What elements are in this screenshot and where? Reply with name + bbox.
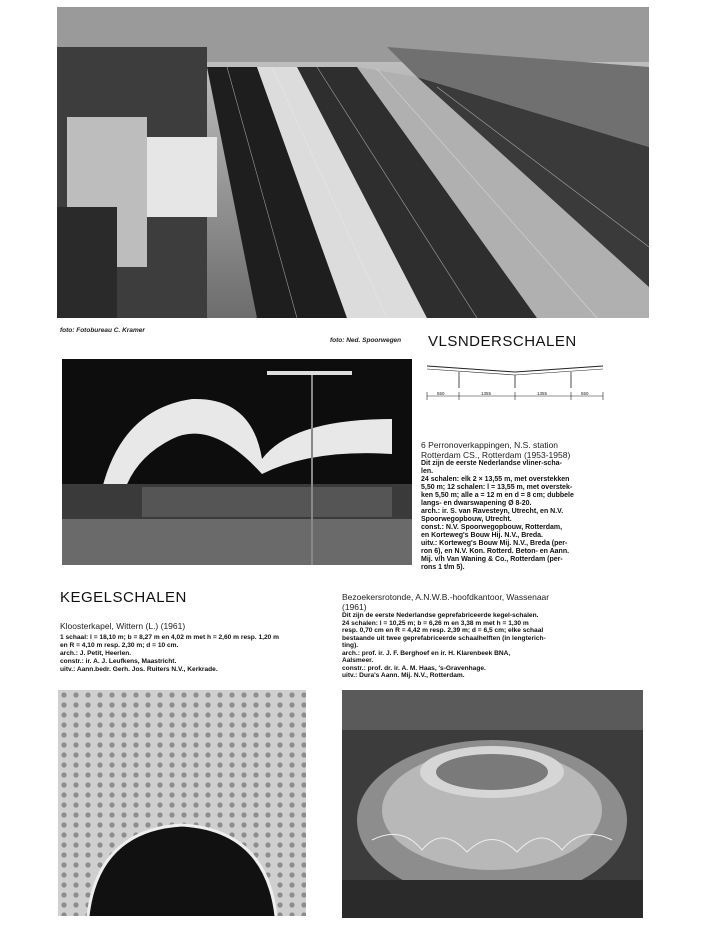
vlinder-section-diagram bbox=[425, 358, 605, 402]
vlinder-line: len. bbox=[421, 468, 434, 475]
kegel-line: en R = 4,10 m resp. 2,30 m; d = 10 cm. bbox=[60, 642, 179, 649]
rotonde-title-line2: (1961) bbox=[342, 602, 367, 612]
vlinder-text-block bbox=[421, 440, 601, 572]
dim-label: 550 bbox=[437, 391, 445, 396]
vlinder-line: Spoorwegopbouw, Utrecht. bbox=[421, 516, 512, 523]
vlinder-line: const.: N.V. Spoorwegopbouw, Rotterdam, bbox=[421, 524, 563, 531]
vlinder-line: uitv.: Korteweg's Bouw Mij. N.V., Breda (per- bbox=[421, 540, 568, 547]
kegel-line: arch.: J. Petit, Heerlen. bbox=[60, 650, 132, 657]
dim-label: 1355 bbox=[481, 391, 492, 396]
vlinder-line: ron 6), en N.V. Kon. Rotterd. Beton- en Aann. bbox=[421, 548, 570, 555]
vlinder-title-line2: Rotterdam CS., Rotterdam (1953-1958) bbox=[421, 450, 571, 460]
dim-label: 1355 bbox=[537, 391, 548, 396]
vlinderschalen-heading: VLSNDERSCHALEN bbox=[428, 333, 577, 350]
rotonde-text-block bbox=[342, 592, 642, 680]
kegel-line: constr.: ir. A. J. Leufkens, Maastricht. bbox=[60, 658, 177, 665]
vlinder-line: 5,50 m; 12 schalen: l = 13,55 m, met overstek- bbox=[421, 484, 573, 491]
vlinder-line: langs- en dwarswapening Ø 8-20. bbox=[421, 500, 532, 507]
station-photo-credit: foto: Ned. Spoorwegen bbox=[330, 337, 402, 344]
rotonde-line: ting). bbox=[342, 642, 359, 649]
rotonde-line: Aalsmeer. bbox=[342, 657, 374, 664]
kegel-title: Kloosterkapel, Wittern (L.) (1961) bbox=[60, 621, 186, 631]
kegelschalen-heading: KEGELSCHALEN bbox=[60, 589, 187, 606]
rotonde-line: Dit zijn de eerste Nederlandse geprefabriceerde kegel-schalen. bbox=[342, 612, 539, 619]
rotonde-title-line1: Bezoekersrotonde, A.N.W.B.-hoofdkantoor, Wassenaar bbox=[342, 592, 550, 602]
vlinder-title-line1: 6 Perronoverkappingen, N.S. station bbox=[421, 440, 559, 450]
kegel-line: uitv.: Aann.bedr. Gerh. Jos. Ruiters N.V., Kerkrade. bbox=[60, 666, 218, 673]
vlinder-line: rons 1 t/m 5). bbox=[421, 564, 465, 571]
kegel-line: 1 schaal: l = 18,10 m; b = 8,27 m en 4,02 m met h = 2,60 m resp. 1,20 m bbox=[60, 634, 279, 641]
vlinder-line: en Korteweg's Bouw Hij. N.V., Breda. bbox=[421, 532, 543, 539]
rotonde-aerial-photo bbox=[342, 690, 643, 918]
rotonde-line: uitv.: Dura's Aann. Mij. N.V., Rotterdam. bbox=[342, 672, 465, 679]
rotonde-line: 24 schalen: l = 10,25 m; b = 6,26 m en 3,38 m met h = 1,30 m bbox=[342, 619, 529, 627]
vlinder-line: Dit zijn de eerste Nederlandse vliner-scha- bbox=[421, 460, 562, 467]
rotonde-line: constr.: prof. dr. ir. A. M. Haas, 's-Gravenhage. bbox=[342, 664, 486, 672]
vlinder-line: arch.: ir. S. van Ravesteyn, Utrecht, en N.V. bbox=[421, 508, 564, 515]
dim-label: 550 bbox=[581, 391, 589, 396]
chapel-interior-photo bbox=[58, 690, 306, 916]
top-photo-credit: foto: Fotobureau C. Kramer bbox=[60, 327, 145, 334]
vlinder-line: Mij. v/h Van Waning & Co., Rotterdam (per- bbox=[421, 556, 563, 563]
aerial-rail-yard-photo bbox=[57, 7, 649, 318]
station-platform-photo bbox=[62, 359, 412, 565]
vlinder-line: 24 schalen: elk 2 × 13,55 m, met overstekken bbox=[421, 476, 570, 483]
rotonde-line: resp. 0,70 cm en R = 4,42 m resp. 2,39 m; d = 6,5 cm; elke schaal bbox=[342, 627, 544, 634]
kegel-text-block bbox=[60, 621, 320, 674]
rotonde-line: bestaande uit twee geprefabriceerde schaalhelften (in lengterich- bbox=[342, 634, 546, 642]
rotonde-line: arch.: prof. ir. J. F. Berghoef en ir. H. Klarenbeek BNA, bbox=[342, 649, 511, 657]
vlinder-line: ken 5,50 m; alle a = 12 m en d = 8 cm; dubbele bbox=[421, 492, 574, 499]
